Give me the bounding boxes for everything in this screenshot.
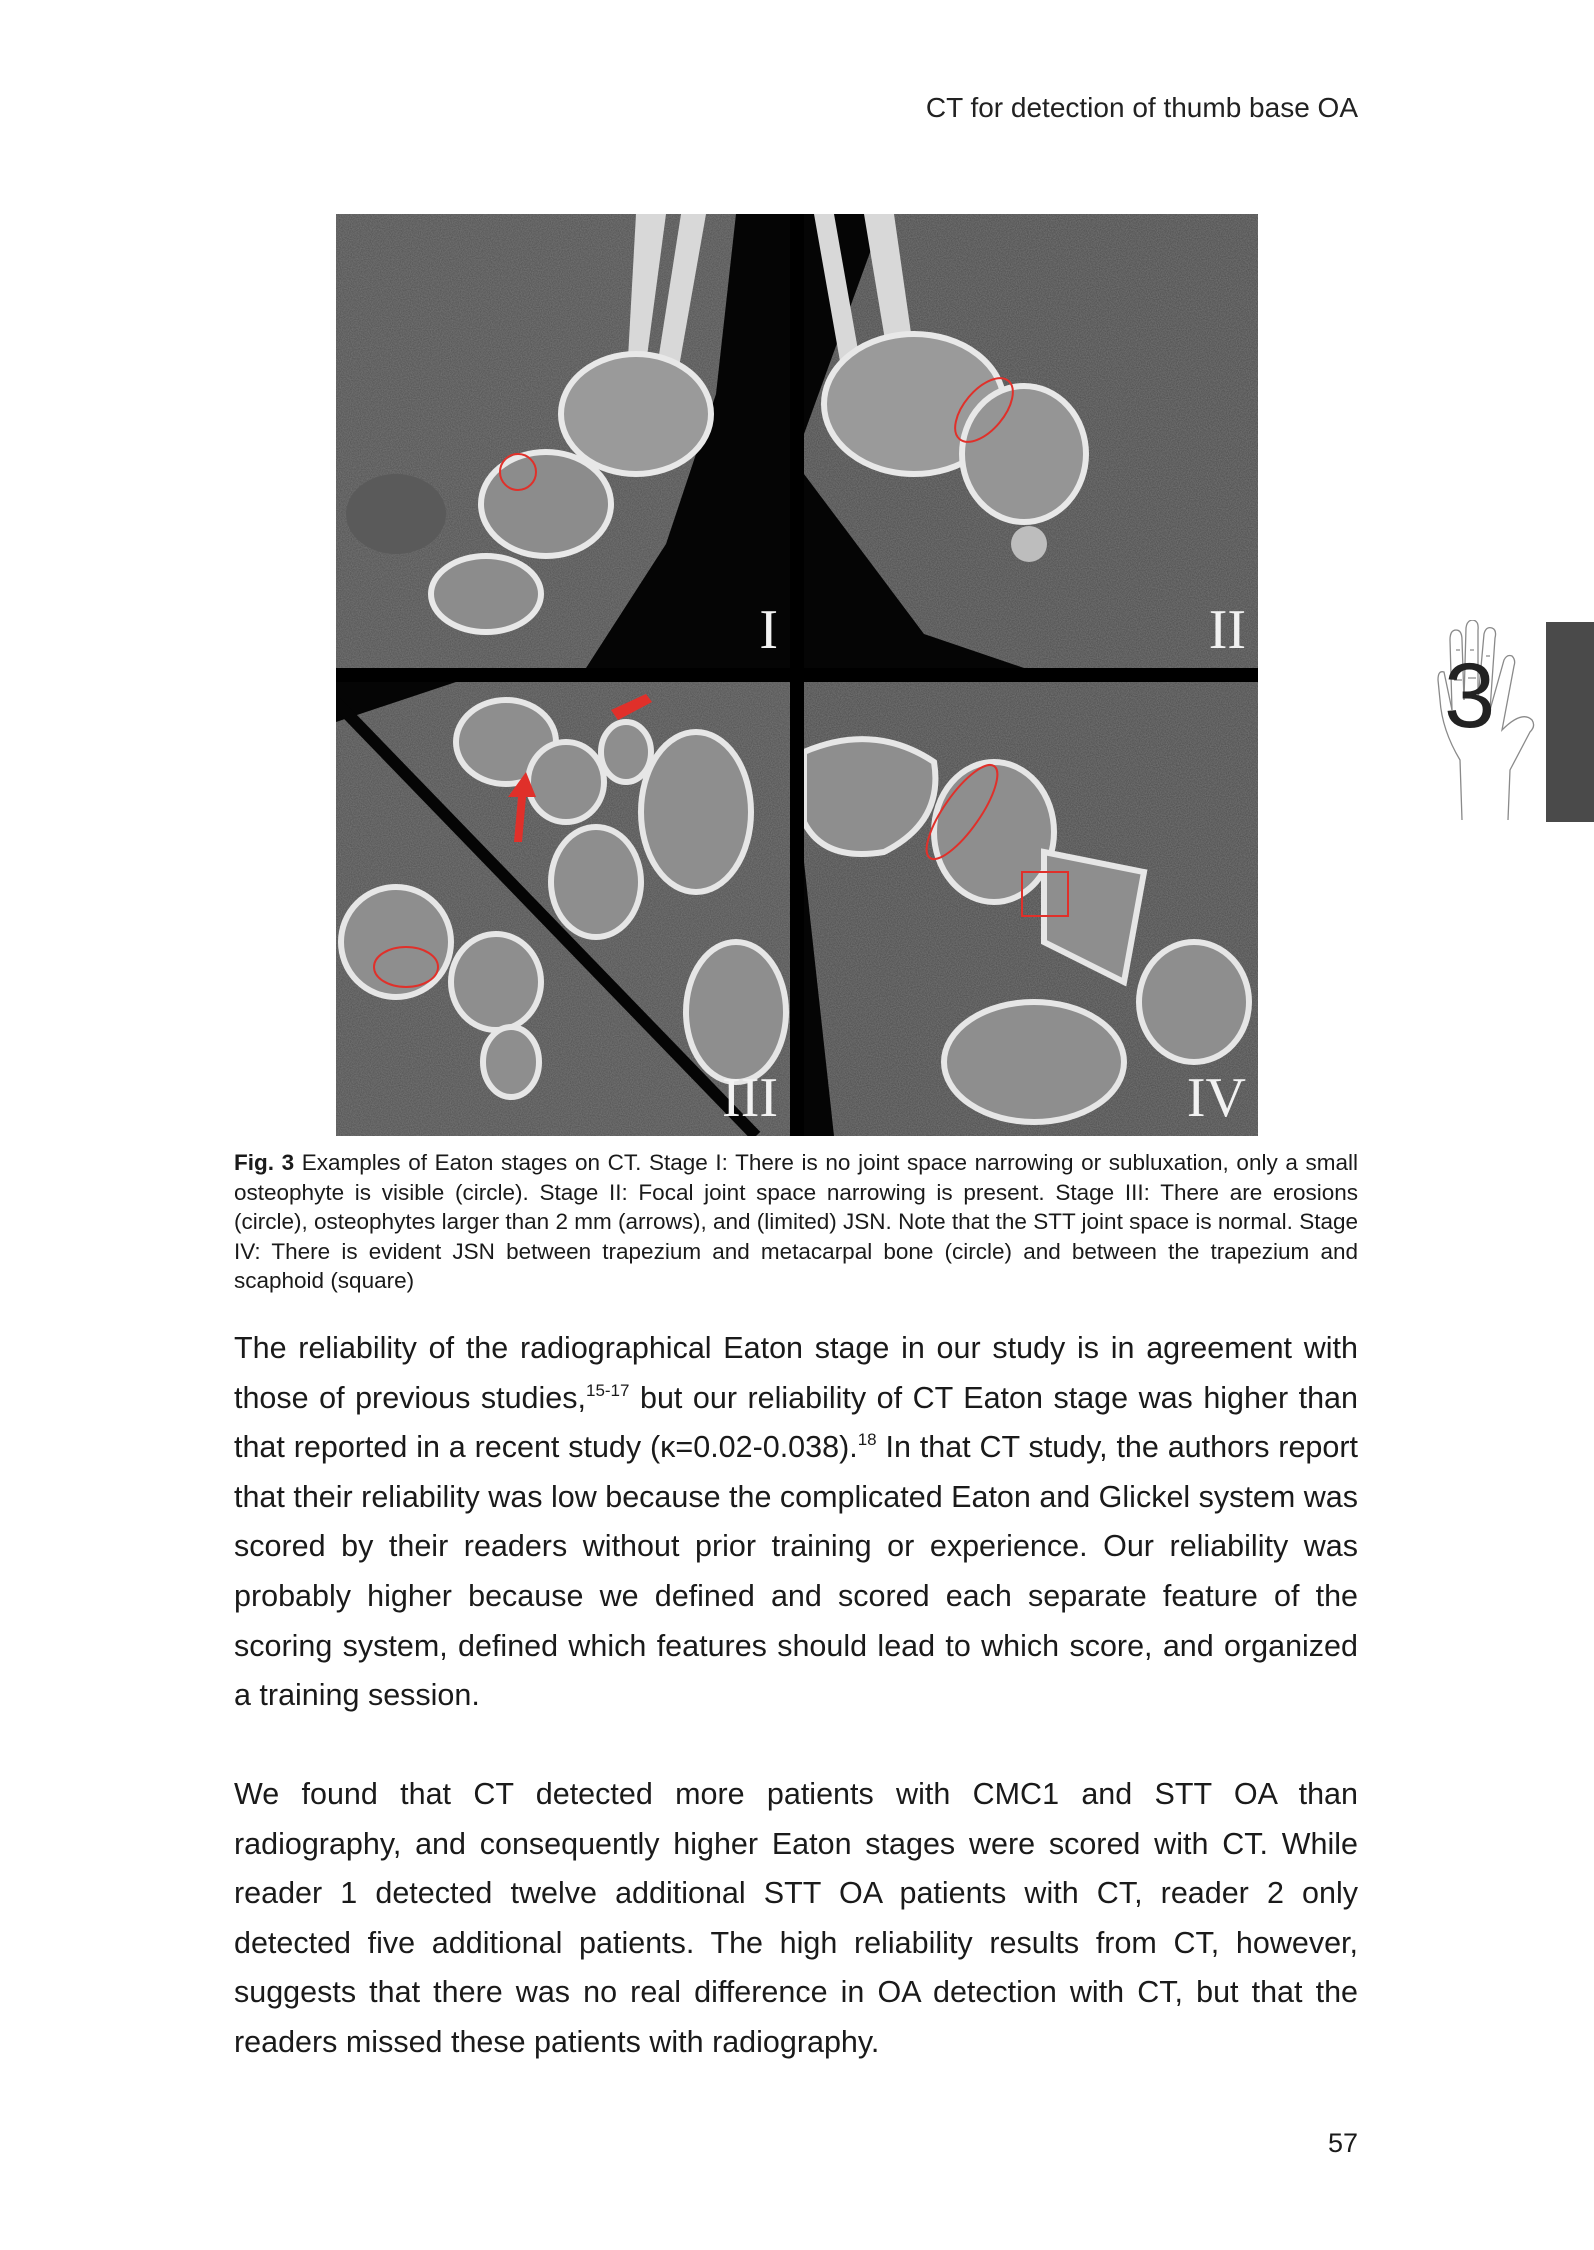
stage-label-2: II	[1208, 599, 1246, 661]
paragraph2-text: We found that CT detected more patients with CMC1 and STT OA than radiography, and consequently higher Eaton stages were scored with CT. While reader 1 detected twelve additional STT OA patients with CT, reader 2 only detected five additional patients. The high reliability results from CT, however, suggests that there was no real difference in OA detection with CT, but that the readers missed these patients with radiography.	[234, 1777, 1358, 2059]
figure-caption-text: Examples of Eaton stages on CT. Stage I: There is no joint space narrowing or subluxation, only a small osteophyte is visible (circle). Stage II: Focal joint space narrowing is present. Stage III: There are erosions (circle), osteophytes larger than 2 mm (arrows), and (limited) JSN. Note that the STT joint space is normal. Stage IV: There is evident JSN between trapezium and metacarpal bone (circle) and between the trapezium and scaphoid (square)	[234, 1150, 1358, 1293]
stage-label-3: III	[722, 1067, 778, 1129]
paragraph-reliability	[234, 1324, 1358, 1721]
reference-15-17: 15-17	[585, 1380, 630, 1400]
stage-label-4: IV	[1186, 1067, 1246, 1129]
paragraph-detection	[234, 1770, 1358, 2068]
figure-ct-eaton-stages	[336, 214, 1258, 1136]
chapter-tab	[1546, 622, 1594, 822]
paragraph1-text-c: In that CT study, the authors report that their reliability was low because the complicated Eaton and Glickel system was scored by their readers without prior training or experience. Our reliability was probably higher because we defined and scored each separate feature of the scoring system, defined which features should lead to which score, and organized a training session.	[234, 1430, 1358, 1713]
running-head: CT for detection of thumb base OA	[925, 92, 1358, 123]
page-number: 57	[1327, 2128, 1358, 2158]
ct-panel-stage-4	[804, 682, 1258, 1136]
figure-caption-label: Fig. 3	[234, 1150, 295, 1175]
figure-caption	[234, 1148, 1358, 1296]
stage-label-1: I	[759, 599, 778, 661]
ct-panel-stage-3	[336, 682, 790, 1136]
ct-panel-stage-1	[336, 214, 790, 668]
chapter-number: 3	[1444, 645, 1496, 747]
paragraph1-text-b: but our reliability of CT Eaton stage was higher than that reported in a recent study (κ=0.02-0.038).	[234, 1380, 1358, 1465]
paragraph1-text-a: The reliability of the radiographical Eaton stage in our study is in agreement with those of previous studies,	[234, 1331, 1358, 1415]
ct-panel-stage-2	[804, 214, 1258, 668]
reference-18: 18	[857, 1430, 877, 1450]
